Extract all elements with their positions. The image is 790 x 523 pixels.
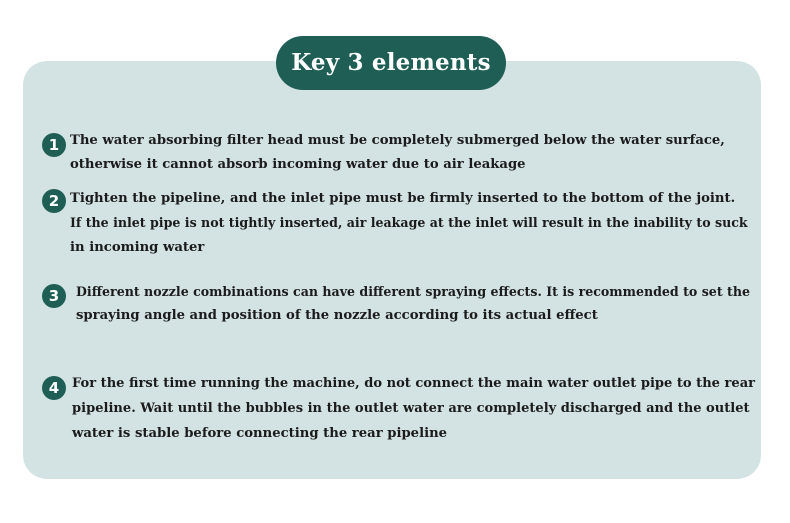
item-4-line-1: For the first time running the machine, do not connect the main water outlet pipe to the rear	[72, 376, 756, 391]
item-2-line-3: in incoming water	[70, 240, 205, 255]
number-badge-1: 1	[42, 133, 66, 157]
number-badge-2: 2	[42, 189, 66, 213]
item-2-line-2: If the inlet pipe is not tightly inserted, air leakage at the inlet will result in the inability to suck	[70, 215, 748, 230]
number-badge-4: 4	[42, 376, 66, 400]
item-2-line-1: Tighten the pipeline, and the inlet pipe must be firmly inserted to the bottom of the joint.	[70, 191, 736, 206]
number-badge-3: 3	[42, 284, 66, 308]
item-3-line-1: Different nozzle combinations can have different spraying effects. It is recommended to set the	[76, 284, 751, 299]
item-1-line-1: The water absorbing filter head must be completely submerged below the water surface,	[70, 133, 725, 148]
item-4-line-2: pipeline. Wait until the bubbles in the outlet water are completely discharged and the outlet	[72, 401, 750, 416]
item-4-line-3: water is stable before connecting the rear pipeline	[72, 426, 448, 441]
item-3-line-2: spraying angle and position of the nozzle according to its actual effect	[76, 308, 598, 323]
page-title: Key 3 elements	[276, 36, 506, 90]
item-1-line-2: otherwise it cannot absorb incoming water due to air leakage	[70, 157, 526, 172]
